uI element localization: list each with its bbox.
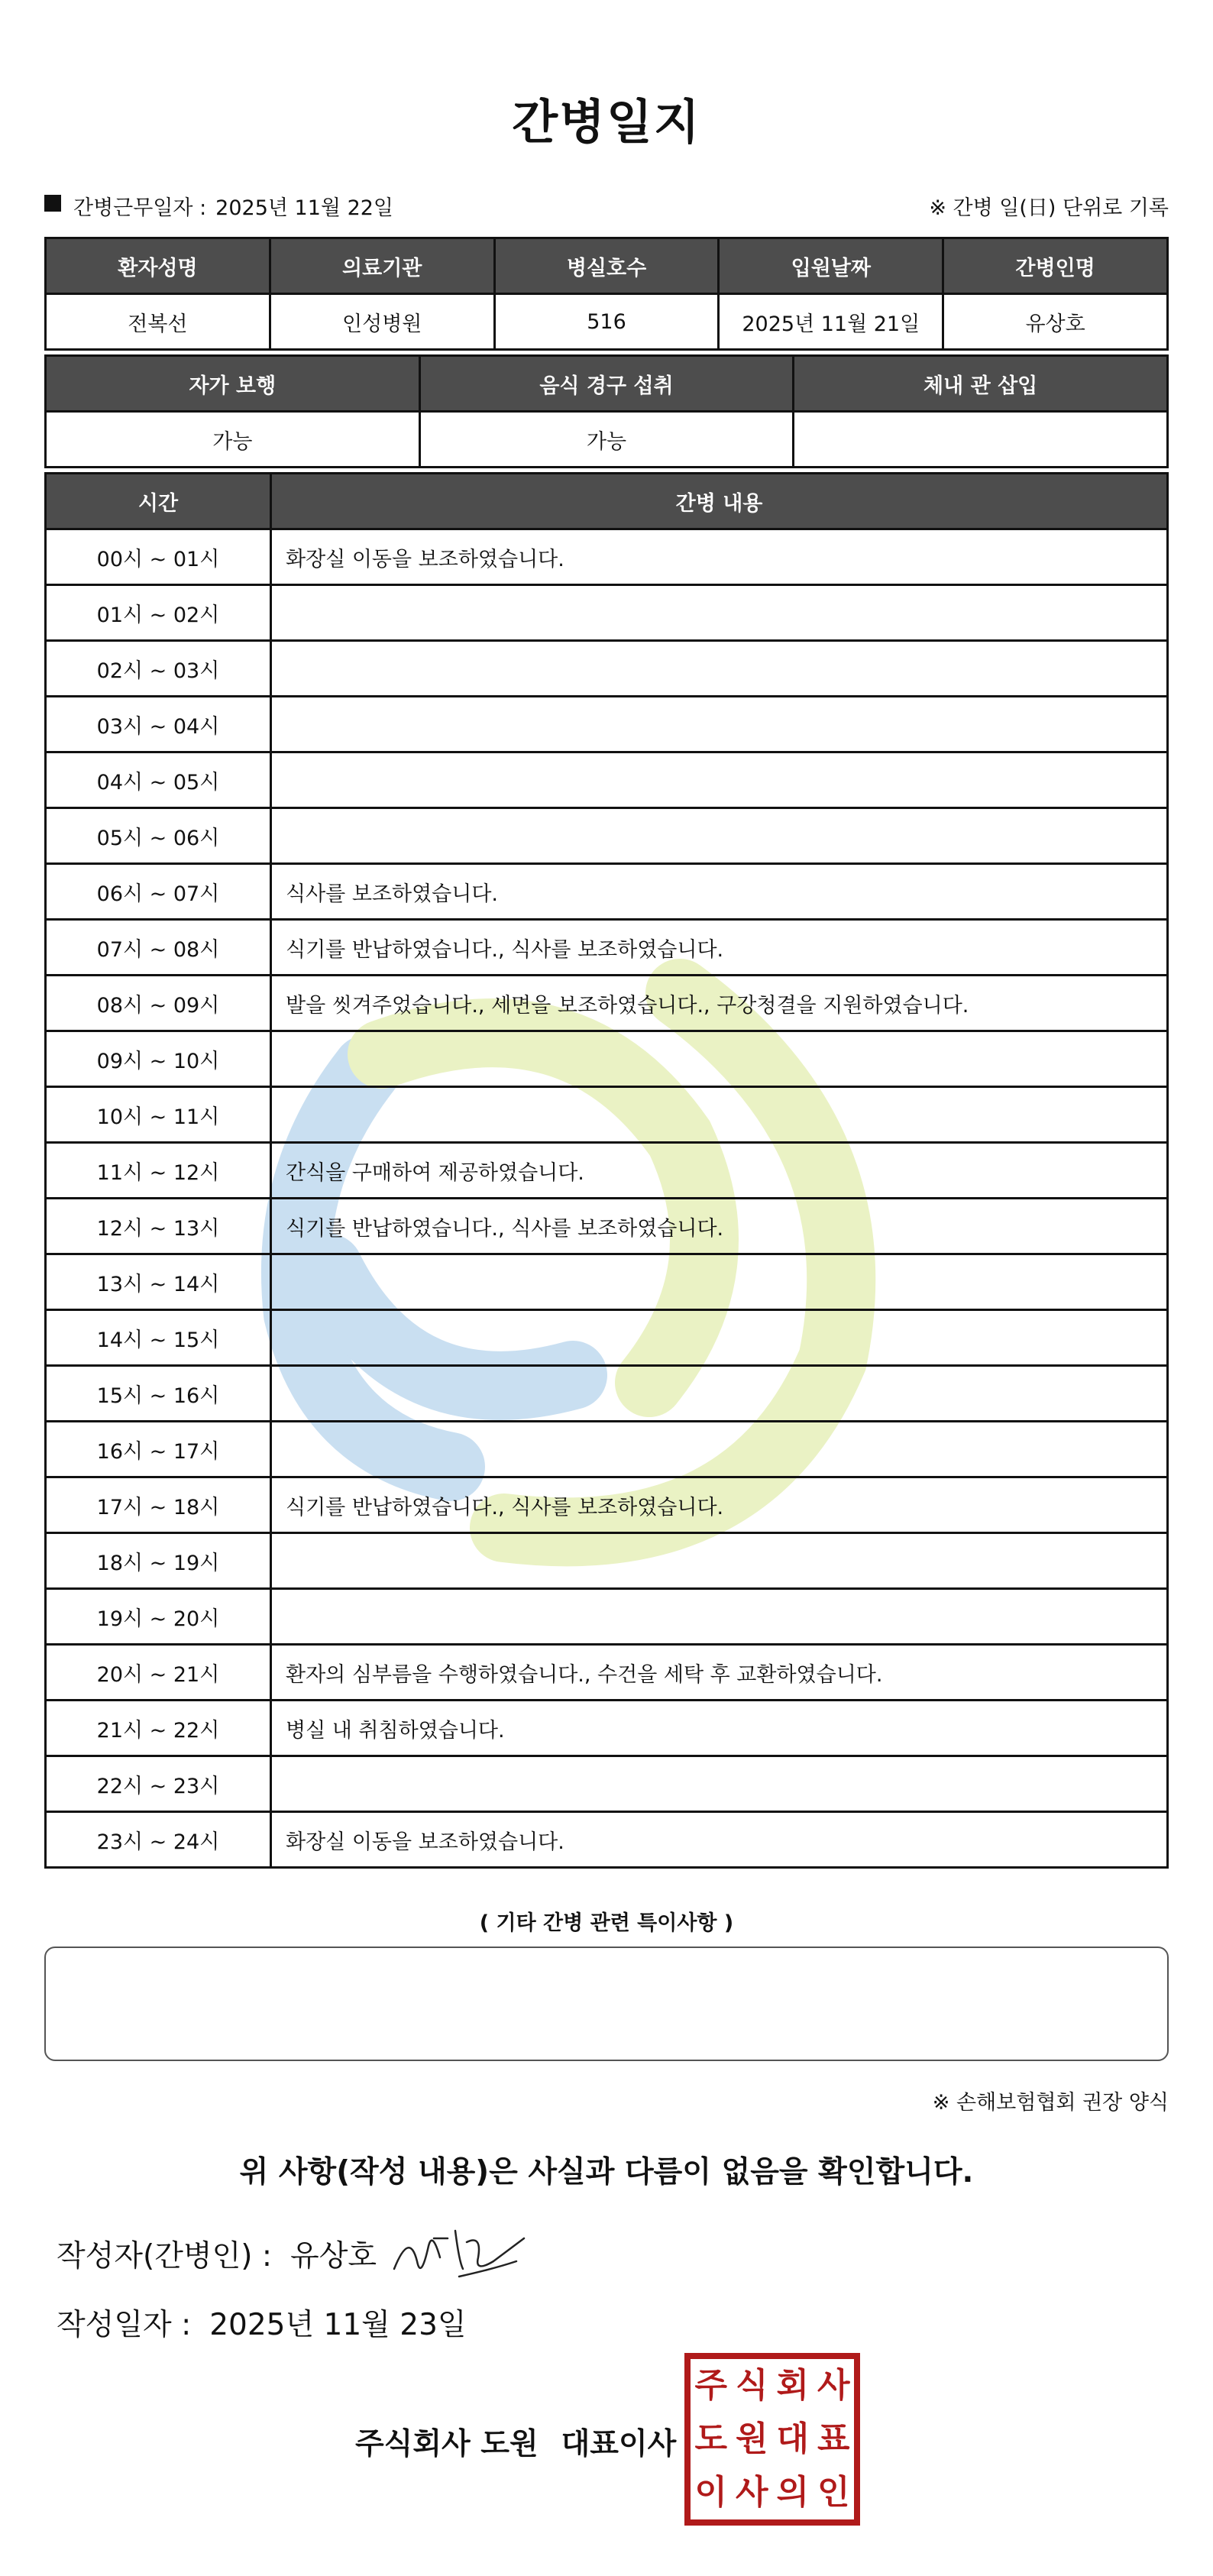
meta-row [44, 191, 1169, 221]
log-content [271, 1310, 1168, 1366]
table-row [46, 1756, 1168, 1812]
tube-insertion [794, 412, 1168, 468]
log-time: 08시 ~ 09시 [46, 976, 271, 1031]
log-content: 식기를 반납하였습니다., 식사를 보조하였습니다. [271, 1477, 1168, 1533]
seal-character: 도 [694, 2419, 727, 2458]
company-name: 주식회사 도원 [355, 2427, 539, 2461]
table-row [46, 976, 1168, 1031]
table-row [46, 1422, 1168, 1477]
log-content [271, 641, 1168, 697]
log-time: 23시 ~ 24시 [46, 1812, 271, 1868]
log-time: 01시 ~ 02시 [46, 585, 271, 641]
notes-label: ( 기타 간병 관련 특이사항 ) [479, 1911, 734, 1935]
seal-character: 대 [776, 2419, 809, 2458]
daily-note: ※ 간병 일(日) 단위로 기록 [929, 196, 1169, 220]
written-date-row [57, 2301, 467, 2344]
log-time: 22시 ~ 23시 [46, 1756, 271, 1812]
log-content [271, 1087, 1168, 1143]
self-walking: 가능 [46, 412, 420, 468]
log-time: 18시 ~ 19시 [46, 1533, 271, 1589]
log-content [271, 1589, 1168, 1645]
log-time: 15시 ~ 16시 [46, 1366, 271, 1422]
table-row [46, 1366, 1168, 1422]
writer-label: 작성자(간병인) : [57, 2239, 273, 2273]
log-content: 화장실 이동을 보조하였습니다. [271, 1812, 1168, 1868]
work-date: 2025년 11월 22일 [215, 196, 394, 220]
seal-character: 인 [817, 2473, 850, 2512]
table-row [46, 1087, 1168, 1143]
log-time: 07시 ~ 08시 [46, 920, 271, 976]
log-content: 간식을 구매하여 제공하였습니다. [271, 1143, 1168, 1199]
written-date-label: 작성일자 : [57, 2308, 192, 2342]
hospital: 인성병원 [270, 294, 494, 350]
table-row [46, 1645, 1168, 1701]
log-content: 병실 내 취침하였습니다. [271, 1701, 1168, 1756]
seal-character: 표 [817, 2419, 850, 2458]
seal-character: 사 [817, 2366, 850, 2405]
seal-character: 회 [776, 2366, 809, 2405]
log-time: 03시 ~ 04시 [46, 697, 271, 752]
log-content: 화장실 이동을 보조하였습니다. [271, 529, 1168, 585]
log-time: 09시 ~ 10시 [46, 1031, 271, 1087]
log-content [271, 1533, 1168, 1589]
log-time: 06시 ~ 07시 [46, 864, 271, 920]
log-content [271, 1366, 1168, 1422]
table-row [46, 1477, 1168, 1533]
table-row [46, 1589, 1168, 1645]
confirmation-statement: 위 사항(작성 내용)은 사실과 다름이 없음을 확인합니다. [239, 2155, 974, 2189]
log-time: 11시 ~ 12시 [46, 1143, 271, 1199]
seal-character: 이 [694, 2473, 727, 2512]
patient-info-table [44, 237, 1169, 351]
table-row [46, 585, 1168, 641]
log-content [271, 697, 1168, 752]
table-row [46, 1812, 1168, 1868]
table-row [46, 641, 1168, 697]
header-time: 시간 [46, 474, 271, 529]
signature [387, 2215, 532, 2292]
log-time: 19시 ~ 20시 [46, 1589, 271, 1645]
table-row [46, 1143, 1168, 1199]
header-room: 병실호수 [494, 238, 719, 294]
log-time: 14시 ~ 15시 [46, 1310, 271, 1366]
table-row [46, 1533, 1168, 1589]
log-content [271, 1422, 1168, 1477]
company-role: 대표이사 [561, 2427, 677, 2461]
log-content [271, 752, 1168, 808]
seal-character: 의 [776, 2473, 809, 2512]
oral-intake: 가능 [419, 412, 794, 468]
work-date-label: 간병근무일자 : [73, 196, 207, 220]
log-time: 12시 ~ 13시 [46, 1199, 271, 1254]
log-content [271, 808, 1168, 864]
header-admission-date: 입원날짜 [719, 238, 943, 294]
seal-character: 식 [735, 2366, 768, 2405]
header-patient-name: 환자성명 [46, 238, 270, 294]
log-time: 04시 ~ 05시 [46, 752, 271, 808]
log-content [271, 585, 1168, 641]
writer-row [57, 2232, 377, 2275]
table-row [46, 752, 1168, 808]
table-row [46, 920, 1168, 976]
care-log-table [44, 472, 1169, 1869]
table-row [46, 808, 1168, 864]
company-row [355, 2420, 676, 2463]
notes-box [44, 1947, 1169, 2061]
log-content: 식기를 반납하였습니다., 식사를 보조하였습니다. [271, 920, 1168, 976]
table-row [46, 697, 1168, 752]
log-content: 식기를 반납하였습니다., 식사를 보조하였습니다. [271, 1199, 1168, 1254]
table-row [46, 1031, 1168, 1087]
log-time: 05시 ~ 06시 [46, 808, 271, 864]
written-date: 2025년 11월 23일 [209, 2308, 467, 2342]
care-ability-table [44, 354, 1169, 468]
table-row [46, 1701, 1168, 1756]
seal-character: 사 [735, 2473, 768, 2512]
log-content [271, 1031, 1168, 1087]
log-time: 20시 ~ 21시 [46, 1645, 271, 1701]
square-bullet-icon [44, 195, 61, 212]
log-content [271, 1254, 1168, 1310]
log-time: 17시 ~ 18시 [46, 1477, 271, 1533]
table-row [46, 529, 1168, 585]
log-content [271, 1756, 1168, 1812]
patient-name: 전복선 [46, 294, 270, 350]
table-row [46, 1199, 1168, 1254]
log-time: 02시 ~ 03시 [46, 641, 271, 697]
seal-character: 주 [694, 2366, 727, 2405]
header-caregiver-name: 간병인명 [943, 238, 1168, 294]
writer-name: 유상호 [290, 2239, 377, 2273]
log-time: 10시 ~ 11시 [46, 1087, 271, 1143]
header-hospital: 의료기관 [270, 238, 494, 294]
header-care-content: 간병 내용 [271, 474, 1168, 529]
log-content: 발을 씻겨주었습니다., 세면을 보조하였습니다., 구강청결을 지원하였습니다. [271, 976, 1168, 1031]
log-content: 식사를 보조하였습니다. [271, 864, 1168, 920]
log-time: 13시 ~ 14시 [46, 1254, 271, 1310]
caregiver-name: 유상호 [943, 294, 1168, 350]
header-tube-insertion: 체내 관 삽입 [794, 356, 1168, 412]
log-time: 21시 ~ 22시 [46, 1701, 271, 1756]
log-content: 환자의 심부름을 수행하였습니다., 수건을 세탁 후 교환하였습니다. [271, 1645, 1168, 1701]
recommendation-note: ※ 손해보험협회 권장 양식 [932, 2091, 1169, 2115]
log-time: 00시 ~ 01시 [46, 529, 271, 585]
table-row [46, 1254, 1168, 1310]
room-number: 516 [494, 294, 719, 350]
table-row [46, 1310, 1168, 1366]
header-oral-intake: 음식 경구 섭취 [419, 356, 794, 412]
log-time: 16시 ~ 17시 [46, 1422, 271, 1477]
company-seal [684, 2353, 860, 2526]
table-row [46, 864, 1168, 920]
header-self-walking: 자가 보행 [46, 356, 420, 412]
seal-character: 원 [735, 2419, 768, 2458]
document-title: 간병일지 [512, 94, 701, 150]
admission-date: 2025년 11월 21일 [719, 294, 943, 350]
